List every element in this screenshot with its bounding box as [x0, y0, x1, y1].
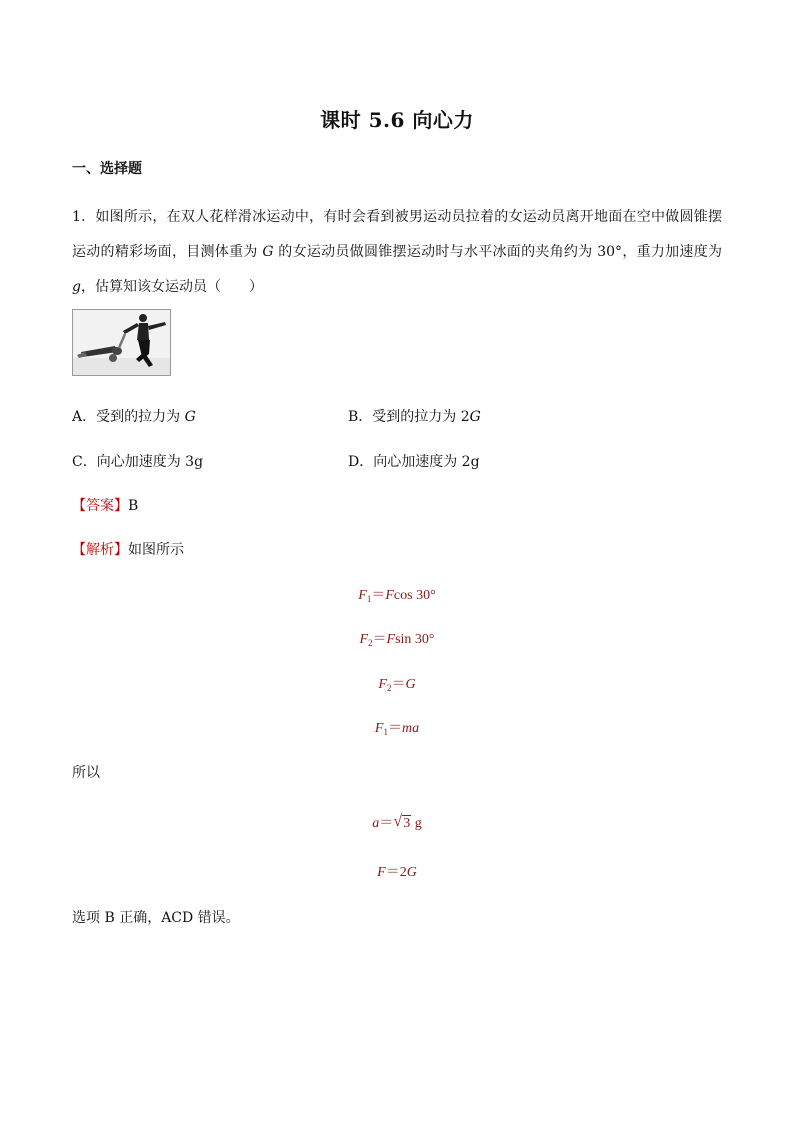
- eq3-lhs: F: [378, 677, 387, 692]
- option-c-text: C．向心加速度为 3g: [72, 454, 204, 470]
- eq1-rhs-var: F: [385, 588, 394, 603]
- question-text-part3: ，估算知该女运动员（ ）: [80, 279, 263, 295]
- eq1-rhs: cos 30°: [393, 588, 436, 603]
- option-a: [72, 406, 196, 426]
- equation-2: [0, 628, 794, 648]
- sqrt-argument: 3: [403, 816, 411, 831]
- eq4-op: ＝: [387, 721, 402, 736]
- eq4-sub: 1: [383, 727, 388, 737]
- analysis-label: 【解析】: [72, 542, 128, 558]
- answer-label: 【答案】: [72, 498, 128, 514]
- eq1-lhs: F: [358, 588, 367, 603]
- eq6-lhs: F: [377, 865, 386, 880]
- question-text: [72, 200, 722, 305]
- option-d-text: D．向心加速度为 2g: [348, 454, 480, 470]
- eq6-rhs: 2: [399, 865, 407, 880]
- conclusion-text: 选项 B 正确，ACD 错误。: [72, 910, 240, 926]
- eq3-op: ＝: [391, 677, 406, 692]
- eq2-rhs-var: F: [386, 632, 396, 647]
- option-d: [348, 451, 480, 471]
- option-c: [72, 451, 203, 471]
- answer-line: [72, 495, 138, 515]
- option-a-text: A．受到的拉力为: [72, 409, 185, 425]
- eq5-op: ＝: [379, 816, 394, 831]
- eq3-rhs-var: G: [405, 677, 416, 692]
- answer-value: B: [128, 498, 139, 514]
- eq1-sub: 1: [366, 594, 372, 604]
- equation-4: [0, 717, 794, 737]
- eq2-op: ＝: [372, 632, 387, 647]
- eq5-rhs: g: [411, 816, 422, 831]
- eq3-sub: 2: [386, 683, 392, 693]
- variable-g: g: [72, 279, 81, 295]
- eq6-rhs-var: G: [406, 865, 417, 880]
- section-heading: 一、选择题: [72, 161, 142, 177]
- option-b-var: G: [469, 409, 481, 425]
- equation-6: [0, 861, 794, 881]
- eq1-op: ＝: [371, 588, 386, 603]
- eq5-lhs: a: [372, 816, 380, 831]
- equation-1: [0, 584, 794, 604]
- eq4-rhs-var: ma: [401, 721, 420, 736]
- equation-5: [0, 812, 794, 832]
- sqrt-symbol: √ 3: [393, 813, 411, 831]
- eq2-lhs: F: [359, 632, 369, 647]
- figure-skating-photo: [72, 309, 171, 376]
- eq4-lhs: F: [374, 721, 384, 736]
- analysis-line: [72, 539, 184, 559]
- so-text: 所以: [72, 765, 100, 781]
- page-title: 课时 5.6 向心力: [320, 108, 474, 132]
- question-text-part2: 的女运动员做圆锥摆运动时与水平冰面的夹角约为 30°，重力加速度为: [273, 244, 722, 260]
- option-b-text: B．受到的拉力为 2: [348, 409, 470, 425]
- variable-G: G: [262, 244, 274, 260]
- analysis-text: 如图所示: [128, 542, 184, 558]
- eq2-sub: 2: [368, 638, 373, 648]
- eq6-op: ＝: [385, 865, 400, 880]
- option-a-var: G: [184, 409, 196, 425]
- eq2-rhs: sin 30°: [395, 632, 435, 647]
- question-text-part1: 1．如图所示，在双人花样滑冰运动中，有时会看到被男运动员拉着的女运动员离开地面在空中做圆锥摆运动的精彩场面，目测体重为: [72, 209, 722, 260]
- option-b: [348, 406, 481, 426]
- equation-3: [0, 673, 794, 693]
